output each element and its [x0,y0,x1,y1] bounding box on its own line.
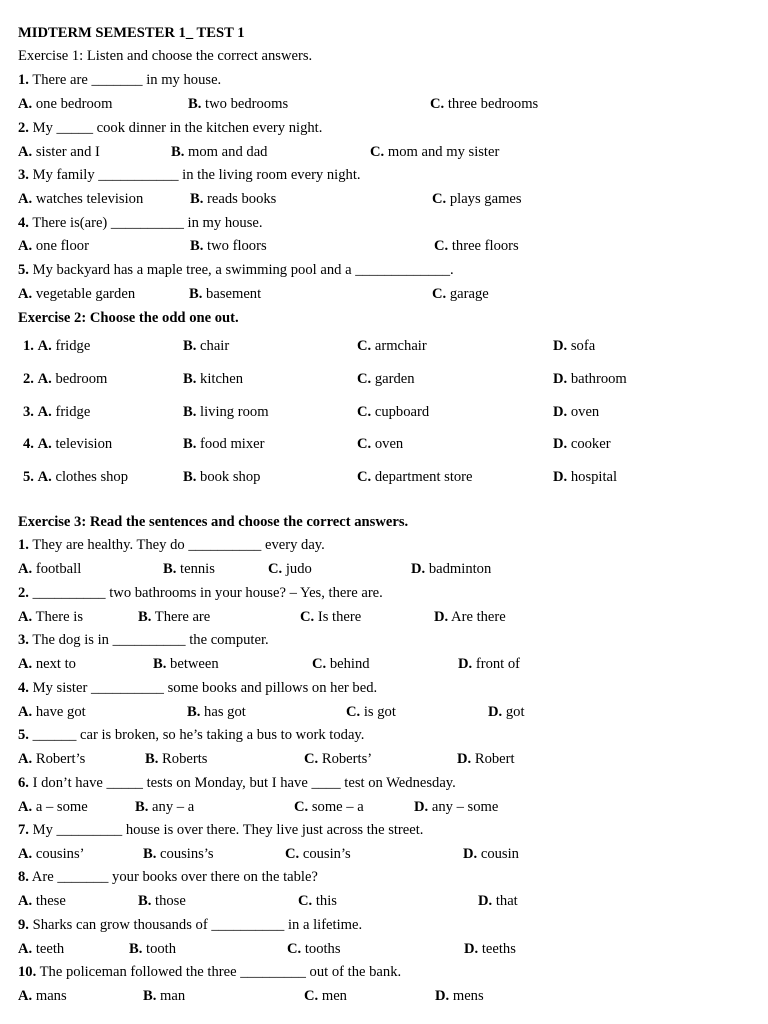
ex3-q3-option-b[interactable]: B. between [153,656,219,672]
ex2-row1-option-d[interactable]: D. sofa [553,338,596,354]
ex3-q10-option-c[interactable]: C. men [304,988,347,1004]
ex3-q5-option-a[interactable]: A. Robert’s [18,751,86,767]
ex3-q10-stem: 10. The policeman followed the three _________ out of the bank. [18,964,402,980]
ex1-q4-option-c[interactable]: C. three floors [434,238,519,254]
ex1-q1-option-a[interactable]: A. one bedroom [18,96,113,112]
ex3-q5-option-c[interactable]: C. Roberts’ [304,751,373,767]
ex3-q9-option-a[interactable]: A. teeth [18,941,65,957]
ex3-q10-option-d[interactable]: D. mens [435,988,484,1004]
ex1-q3-option-a[interactable]: A. watches television [18,191,144,207]
ex3-q3-option-a[interactable]: A. next to [18,656,76,672]
ex3-q2-option-c[interactable]: C. Is there [300,609,362,625]
ex1-q5-stem: 5. My backyard has a maple tree, a swimming pool and a _____________. [18,262,454,278]
ex1-q5-option-c[interactable]: C. garage [432,286,489,302]
ex2-row1-option-a[interactable]: 1. A. fridge [23,338,91,354]
ex3-q5-stem: 5. ______ car is broken, so he’s taking a bus to work today. [18,727,365,743]
ex3-q4-option-d[interactable]: D. got [488,704,525,720]
ex3-q6-option-b[interactable]: B. any – a [135,799,195,815]
ex3-q6-option-c[interactable]: C. some – a [294,799,364,815]
ex2-row3-option-d[interactable]: D. oven [553,404,600,420]
ex2-row3-option-c[interactable]: C. cupboard [357,404,430,420]
ex1-q2-stem: 2. My _____ cook dinner in the kitchen every night. [18,120,323,136]
ex2-row2-option-d[interactable]: D. bathroom [553,371,627,387]
ex3-q4-option-b[interactable]: B. has got [187,704,246,720]
page-title: MIDTERM SEMESTER 1_ TEST 1 [18,25,245,41]
ex2-row1-option-b[interactable]: B. chair [183,338,230,354]
ex2-row5-option-b[interactable]: B. book shop [183,469,261,485]
ex1-q1-option-b[interactable]: B. two bedrooms [188,96,289,112]
ex3-q1-option-c[interactable]: C. judo [268,561,312,577]
ex3-q1-option-b[interactable]: B. tennis [163,561,215,577]
ex2-row4-option-d[interactable]: D. cooker [553,436,611,452]
ex1-q4-option-b[interactable]: B. two floors [190,238,267,254]
exercise1-heading: Exercise 1: Listen and choose the correct answers. [18,48,313,64]
ex3-q2-stem: 2. __________ two bathrooms in your house? – Yes, there are. [18,585,383,601]
ex1-q4-option-a[interactable]: A. one floor [18,238,89,254]
ex1-q1-option-c[interactable]: C. three bedrooms [430,96,539,112]
ex3-q5-option-b[interactable]: B. Roberts [145,751,208,767]
ex2-row2-option-a[interactable]: 2. A. bedroom [23,371,108,387]
ex1-q4-stem: 4. There is(are) __________ in my house. [18,215,263,231]
ex3-q4-stem: 4. My sister __________ some books and pillows on her bed. [18,680,378,696]
ex3-q1-option-a[interactable]: A. football [18,561,82,577]
ex3-q2-option-a[interactable]: A. There is [18,609,83,625]
ex3-q7-stem: 7. My _________ house is over there. They live just across the street. [18,822,424,838]
ex2-row1-option-c[interactable]: C. armchair [357,338,427,354]
ex3-q3-option-d[interactable]: D. front of [458,656,521,672]
exercise3-heading: Exercise 3: Read the sentences and choose the correct answers. [18,514,409,530]
ex3-q8-stem: 8. Are _______ your books over there on the table? [18,869,318,885]
ex3-q2-option-b[interactable]: B. There are [138,609,211,625]
ex3-q1-option-d[interactable]: D. badminton [411,561,492,577]
ex3-q8-option-a[interactable]: A. these [18,893,66,909]
ex3-q7-option-b[interactable]: B. cousins’s [143,846,214,862]
ex3-q3-option-c[interactable]: C. behind [312,656,370,672]
ex3-q8-option-c[interactable]: C. this [298,893,337,909]
exercise2-heading: Exercise 2: Choose the odd one out. [18,310,239,326]
ex3-q7-option-a[interactable]: A. cousins’ [18,846,85,862]
ex3-q8-option-d[interactable]: D. that [478,893,518,909]
ex3-q7-option-d[interactable]: D. cousin [463,846,519,862]
ex2-row3-option-b[interactable]: B. living room [183,404,269,420]
ex1-q2-option-c[interactable]: C. mom and my sister [370,144,500,160]
ex2-row5-option-a[interactable]: 5. A. clothes shop [23,469,129,485]
ex3-q9-option-d[interactable]: D. teeths [464,941,516,957]
ex3-q3-stem: 3. The dog is in __________ the computer. [18,632,269,648]
ex3-q9-option-b[interactable]: B. tooth [129,941,177,957]
ex1-q1-stem: 1. There are _______ in my house. [18,72,222,88]
ex3-q4-option-c[interactable]: C. is got [346,704,396,720]
ex3-q9-stem: 9. Sharks can grow thousands of __________ in a lifetime. [18,917,363,933]
ex3-q6-option-a[interactable]: A. a – some [18,799,88,815]
ex1-q2-option-b[interactable]: B. mom and dad [171,144,268,160]
ex2-row2-option-b[interactable]: B. kitchen [183,371,243,387]
ex2-row2-option-c[interactable]: C. garden [357,371,415,387]
ex2-row5-option-c[interactable]: C. department store [357,469,473,485]
ex3-q6-stem: 6. I don’t have _____ tests on Monday, but I have ____ test on Wednesday. [18,775,456,791]
ex1-q3-option-b[interactable]: B. reads books [190,191,277,207]
ex2-row5-option-d[interactable]: D. hospital [553,469,618,485]
ex1-q3-option-c[interactable]: C. plays games [432,191,522,207]
ex3-q5-option-d[interactable]: D. Robert [457,751,515,767]
ex2-row3-option-a[interactable]: 3. A. fridge [23,404,91,420]
ex1-q2-option-a[interactable]: A. sister and I [18,144,100,160]
ex3-q1-stem: 1. They are healthy. They do __________ every day. [18,537,325,553]
ex1-q5-option-b[interactable]: B. basement [189,286,262,302]
ex3-q9-option-c[interactable]: C. tooths [287,941,341,957]
ex2-row4-option-b[interactable]: B. food mixer [183,436,265,452]
ex1-q5-option-a[interactable]: A. vegetable garden [18,286,136,302]
ex3-q7-option-c[interactable]: C. cousin’s [285,846,351,862]
ex2-row4-option-c[interactable]: C. oven [357,436,404,452]
ex1-q3-stem: 3. My family ___________ in the living room every night. [18,167,361,183]
ex2-row4-option-a[interactable]: 4. A. television [23,436,113,452]
ex3-q10-option-b[interactable]: B. man [143,988,186,1004]
ex3-q4-option-a[interactable]: A. have got [18,704,86,720]
ex3-q10-option-a[interactable]: A. mans [18,988,67,1004]
ex3-q6-option-d[interactable]: D. any – some [414,799,499,815]
ex3-q8-option-b[interactable]: B. those [138,893,186,909]
ex3-q2-option-d[interactable]: D. Are there [434,609,506,625]
